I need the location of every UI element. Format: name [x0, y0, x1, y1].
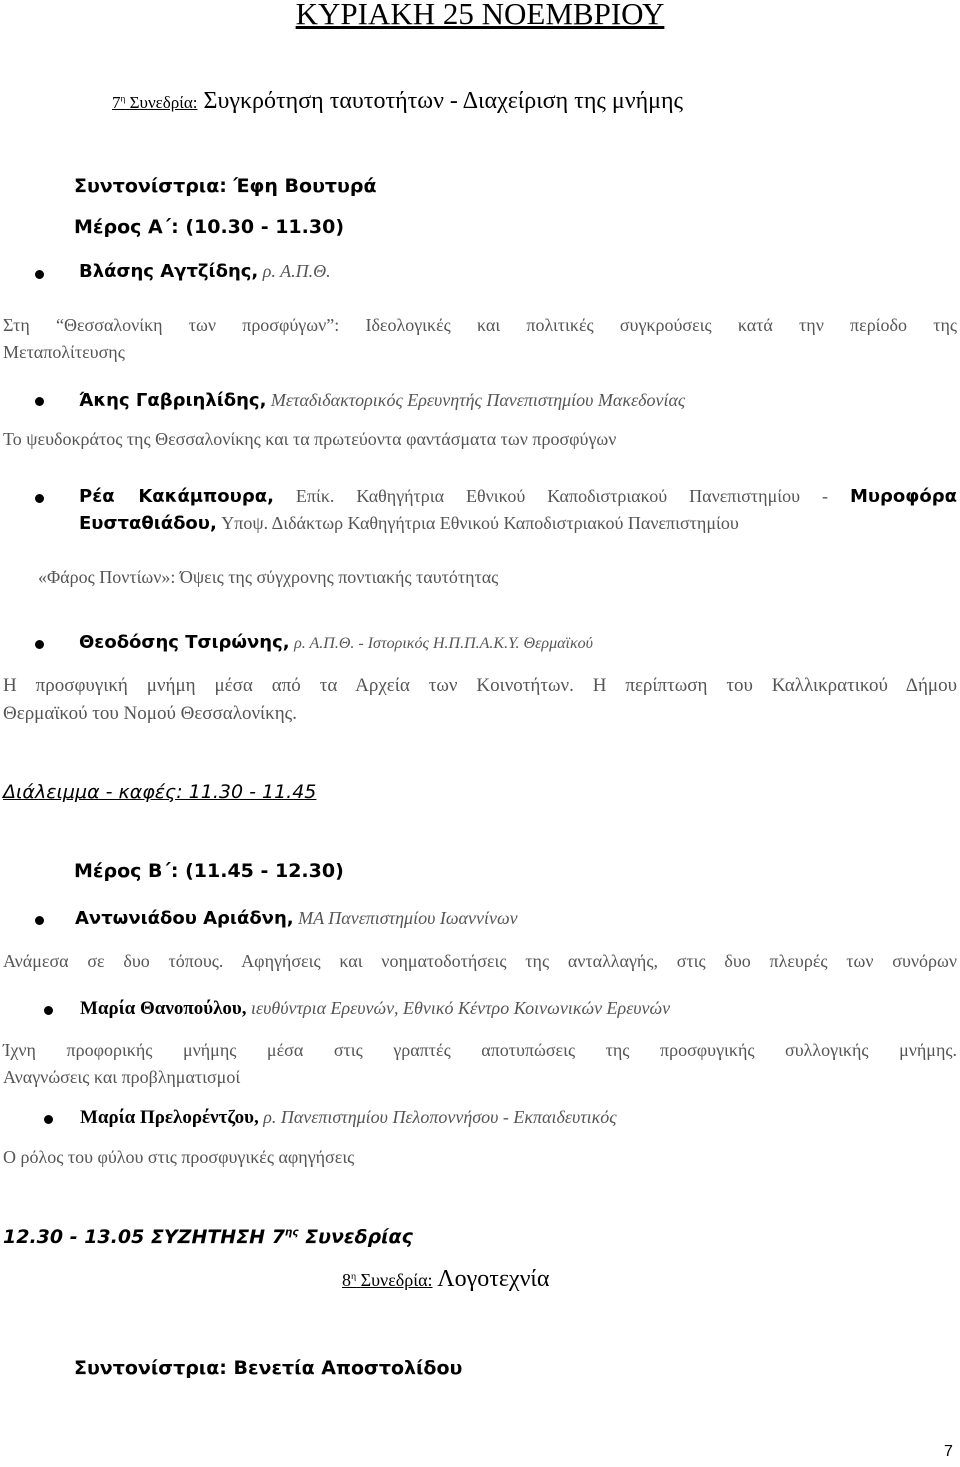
session-8-heading	[342, 1266, 549, 1293]
talk-3-speaker	[79, 486, 957, 507]
discussion-text: 12.30 - 13.05 ΣΥΖΗΤΗΣΗ 7	[3, 1226, 285, 1248]
session-number: 7	[112, 93, 121, 112]
speaker-affiliation: ΜΑ Πανεπιστημίου Ιωαννίνων	[298, 908, 518, 928]
session-sup: η	[120, 94, 126, 105]
discussion-sup: ης	[284, 1226, 299, 1239]
session-label: Συνεδρία:	[360, 1270, 433, 1290]
session-title: Λογοτεχνία	[437, 1266, 550, 1292]
talk-2-title: Το ψευδοκράτος της Θεσσαλονίκης και τα πρωτεύοντα φαντάσματα των προσφύγων	[3, 429, 617, 449]
talk-1-speaker	[79, 261, 331, 282]
speaker-affiliation-2: Υποψ. Διδάκτωρ Καθηγήτρια Εθνικού Καποδιστριακού Πανεπιστημίου	[221, 513, 739, 533]
day-title: ΚΥΡΙΑΚΗ 25 ΝΟΕΜΒΡΙΟΥ	[295, 0, 665, 31]
session-number: 8	[342, 1270, 351, 1290]
talk-1-title: Στη “Θεσσαλονίκη των προσφύγων”: Ιδεολογικές και πολιτικές συγκρούσεις κατά την περίοδο της	[3, 315, 957, 335]
session-label: Συνεδρία:	[129, 93, 198, 112]
session-title: Συγκρότηση ταυτοτήτων - Διαχείριση της μνήμης	[203, 88, 684, 114]
speaker-name: Άκης Γαβριηλίδης,	[79, 390, 267, 411]
talk-2-speaker	[79, 390, 685, 411]
speaker-name: Βλάσης Αγτζίδης,	[79, 261, 259, 282]
speaker-name: Μαρία Πρελορέντζου,	[80, 1107, 259, 1128]
talk-b1-title: Ανάμεσα σε δυο τόπους. Αφηγήσεις και νοηματοδοτήσεις της ανταλλαγής, στις δυο πλευρές των συνόρων	[3, 951, 957, 971]
speaker-name: Ρέα Κακάμπουρα,	[79, 486, 274, 507]
bullet-icon	[35, 640, 44, 649]
bullet-icon	[35, 916, 44, 925]
speaker-name-3: Ευσταθιάδου,	[79, 513, 217, 534]
bullet-icon	[35, 270, 44, 279]
speaker-affiliation: Επίκ. Καθηγήτρια Εθνικού Καποδιστριακού Πανεπιστημίου -	[295, 486, 828, 506]
talk-4-title: Η προσφυγική μνήμη μέσα από τα Αρχεία των Κοινοτήτων. Η περίπτωση του Καλλικρατικού Δήμου	[3, 675, 957, 696]
talk-b3-speaker	[80, 1107, 617, 1129]
talk-b2-title-line2: Αναγνώσεις και προβληματισμοί	[3, 1067, 241, 1087]
talk-3-title: «Φάρος Ποντίων»: Όψεις της σύγχρονης ποντιακής ταυτότητας	[38, 567, 499, 587]
bullet-icon	[35, 494, 44, 503]
talk-4-title-line2: Θερμαϊκού του Νομού Θεσσαλονίκης.	[3, 703, 297, 724]
speaker-name-2: Μυροφόρα	[849, 486, 957, 507]
session-7-heading	[112, 88, 683, 115]
talk-b2-title: Ίχνη προφορικής μνήμης μέσα στις γραπτές αποτυπώσεις της προσφυγικής συλλογικής μνήμης.	[3, 1040, 957, 1060]
talk-b3-title: Ο ρόλος του φύλου στις προσφυγικές αφηγήσεις	[3, 1147, 355, 1167]
speaker-affiliation: ρ. Α.Π.Θ.	[262, 261, 331, 281]
speaker-affiliation: ιευθύντρια Ερευνών, Εθνικό Κέντρο Κοινωνικών Ερευνών	[251, 998, 671, 1018]
session-sup: η	[351, 1271, 357, 1282]
speaker-name: Αντωνιάδου Αριάδνη,	[75, 908, 294, 929]
talk-b2-speaker	[80, 998, 670, 1020]
talk-3-speaker-line2	[79, 513, 739, 534]
part-a-time: Μέρος Α΄: (10.30 - 11.30)	[74, 216, 344, 238]
discussion-line	[3, 1226, 413, 1248]
session-8-coordinator: Συντονίστρια: Βενετία Αποστολίδου	[74, 1357, 463, 1379]
bullet-icon	[35, 397, 44, 406]
discussion-tail: Συνεδρίας	[298, 1226, 413, 1248]
speaker-name: Θεοδόσης Τσιρώνης,	[79, 632, 290, 653]
talk-4-speaker	[79, 632, 593, 653]
talk-1-title-line2: Μεταπολίτευσης	[3, 342, 125, 362]
speaker-affiliation: ρ. Α.Π.Θ. - Ιστορικός Η.Π.Π.Α.Κ.Υ. Θερμαϊκού	[294, 635, 593, 652]
bullet-icon	[44, 1006, 53, 1015]
session-7-coordinator: Συντονίστρια: Έφη Βουτυρά	[74, 175, 377, 197]
speaker-name: Μαρία Θανοπούλου,	[80, 998, 247, 1019]
part-b-time: Μέρος Β΄: (11.45 - 12.30)	[74, 860, 344, 882]
talk-b1-speaker	[75, 908, 518, 929]
page-number: 7	[944, 1443, 953, 1460]
bullet-icon	[44, 1115, 53, 1124]
coffee-break: Διάλειμμα - καφές: 11.30 - 11.45	[3, 781, 317, 803]
speaker-affiliation: ρ. Πανεπιστημίου Πελοποννήσου - Εκπαιδευτικός	[263, 1107, 617, 1127]
speaker-affiliation: Μεταδιδακτορικός Ερευνητής Πανεπιστημίου Μακεδονίας	[270, 390, 686, 410]
